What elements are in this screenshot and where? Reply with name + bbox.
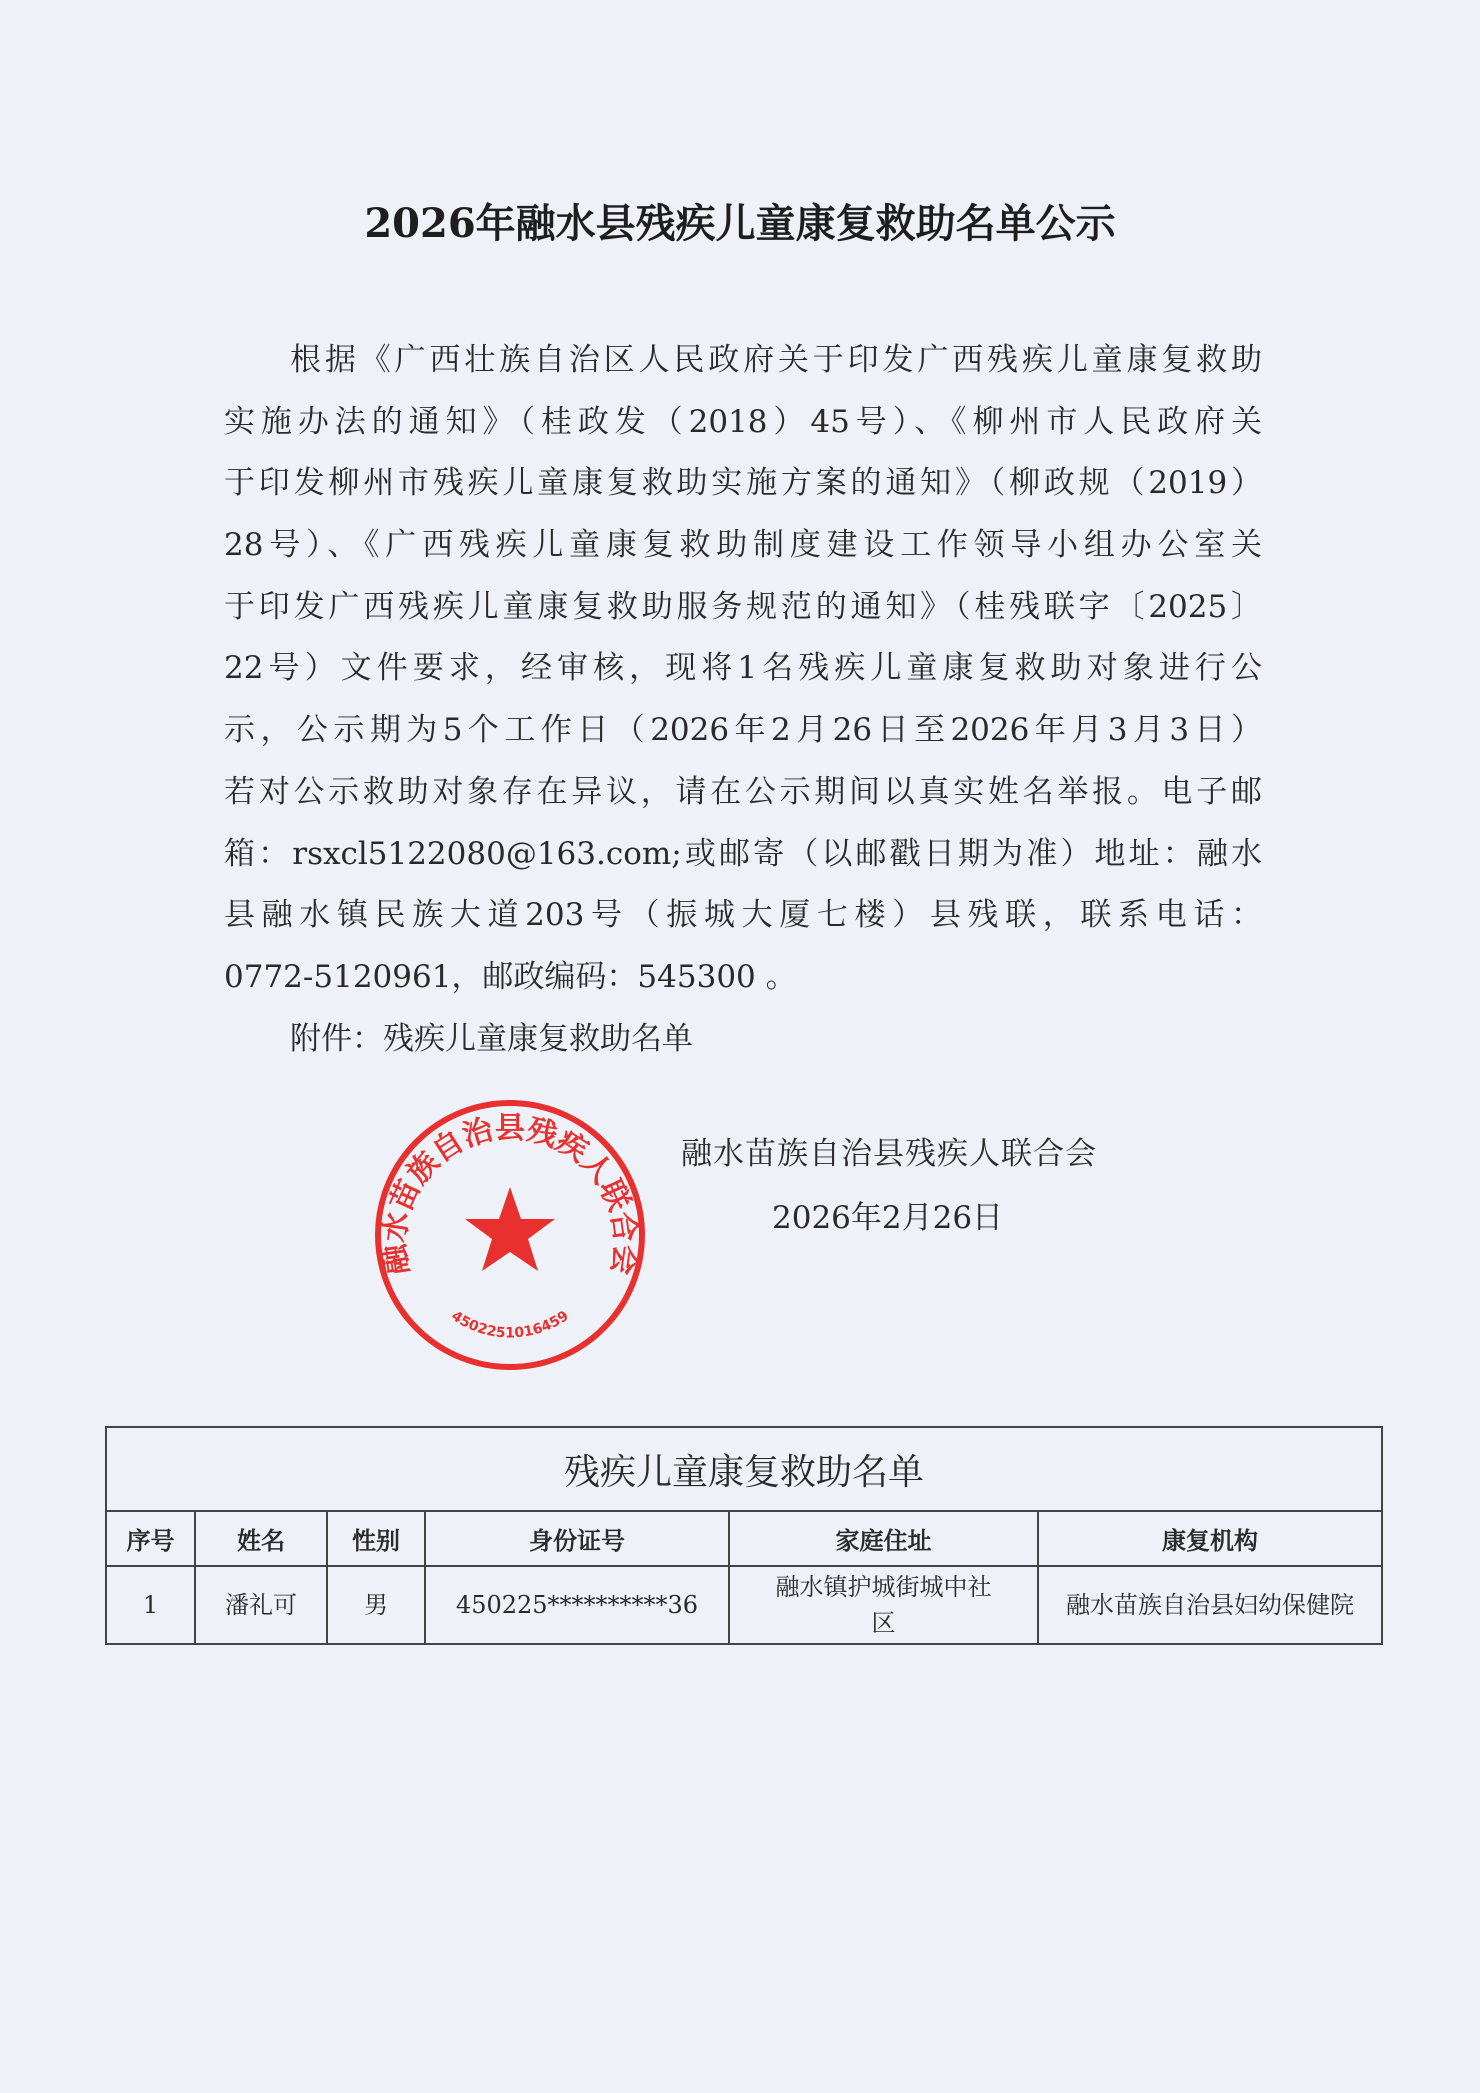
cell-name: 潘礼可 xyxy=(195,1566,327,1644)
aid-list-table xyxy=(105,1426,1383,1645)
official-seal xyxy=(370,1095,650,1375)
attachment-line: 附件：残疾儿童康复救助名单 xyxy=(290,1020,693,1057)
table-row xyxy=(106,1566,1382,1644)
body-line: 若对公示救助对象存在异议，请在公示期间以真实姓名举报。电子邮 xyxy=(224,773,1262,810)
col-header: 性别 xyxy=(327,1511,425,1566)
body-line: 实施办法的通知》（桂政发（2018）45号）、《柳州市人民政府关 xyxy=(224,403,1262,440)
table-header-row xyxy=(106,1511,1382,1566)
col-header: 身份证号 xyxy=(425,1511,729,1566)
body-line: 28号）、《广西残疾儿童康复救助制度建设工作领导小组办公室关 xyxy=(224,527,1262,564)
body-line: 0772-5120961，邮政编码：545300 。 xyxy=(224,958,797,995)
seal-code: 4502251016459 xyxy=(448,1307,572,1342)
col-header: 姓名 xyxy=(195,1511,327,1566)
body-line: 于印发柳州市残疾儿童康复救助实施方案的通知》（柳政规（2019） xyxy=(224,465,1262,502)
body-line: 根据《广西壮族自治区人民政府关于印发广西残疾儿童康复救助 xyxy=(290,342,1262,378)
body-line: 示，公示期为5个工作日（2026年2月26日至2026年月3月3日） xyxy=(224,712,1262,749)
col-header: 序号 xyxy=(106,1511,195,1566)
cell-id: 450225**********36 xyxy=(425,1566,729,1644)
star-icon xyxy=(465,1187,555,1271)
col-header: 康复机构 xyxy=(1038,1511,1382,1566)
signature-org: 融水苗族自治县残疾人联合会 xyxy=(681,1136,1097,1172)
table-title: 残疾儿童康复救助名单 xyxy=(106,1427,1382,1511)
body-line: 22号）文件要求，经审核，现将1名残疾儿童康复救助对象进行公 xyxy=(224,650,1262,687)
cell-address: 融水镇护城街城中社区 xyxy=(729,1566,1038,1644)
col-header: 家庭住址 xyxy=(729,1511,1038,1566)
page-title: 2026年融水县残疾儿童康复救助名单公示 xyxy=(364,200,1116,247)
cell-institution: 融水苗族自治县妇幼保健院 xyxy=(1038,1566,1382,1644)
cell-gender: 男 xyxy=(327,1566,425,1644)
signature-date: 2026年2月26日 xyxy=(772,1200,1004,1236)
body-line: 于印发广西残疾儿童康复救助服务规范的通知》（桂残联字〔2025〕 xyxy=(224,588,1262,625)
body-line: 箱：rsxcl5122080@163.com;或邮寄（以邮戳日期为准）地址：融水 xyxy=(224,835,1262,872)
seal-text: 融水苗族自治县残疾人联合会 xyxy=(377,1110,643,1277)
cell-index: 1 xyxy=(106,1566,195,1644)
body-line: 县融水镇民族大道203号（振城大厦七楼）县残联，联系电话： xyxy=(224,897,1262,934)
notice-body xyxy=(224,330,1262,1070)
